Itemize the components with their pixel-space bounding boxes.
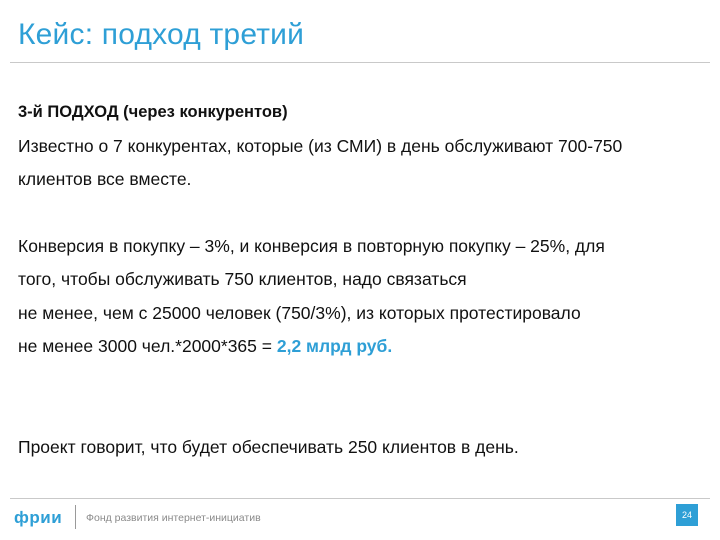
fund-name: Фонд развития интернет-инициатив xyxy=(86,512,261,524)
paragraph-2-line-1: Конверсия в покупку – 3%, и конверсия в повторную покупку – 25%, для xyxy=(18,235,605,256)
formula-text: не менее 3000 чел.*2000*365 = xyxy=(18,336,277,356)
paragraph-1-line-2: клиентов все вместе. xyxy=(18,169,192,189)
formula-result: 2,2 млрд руб. xyxy=(276,336,393,356)
spacer xyxy=(18,364,708,431)
paragraph-1-line-1: Известно о 7 конкурентах, которые (из СМИ) в день обслуживают 700-750 xyxy=(18,135,623,156)
spacer xyxy=(18,197,708,230)
paragraph-2-line-2: того, чтобы обслуживать 750 клиентов, надо связаться xyxy=(18,269,467,289)
logo-separator xyxy=(75,505,76,529)
page-number-badge: 24 xyxy=(676,504,698,526)
formula-line xyxy=(18,330,708,364)
slide-body xyxy=(18,96,708,464)
paragraph-3: Проект говорит, что будет обеспечивать 250 клиентов в день. xyxy=(18,436,519,457)
slide-title: Кейс: подход третий xyxy=(18,18,305,51)
frii-logo: фрии xyxy=(14,508,63,527)
footer-divider xyxy=(10,498,710,499)
paragraph-2-line-3: не менее, чем с 25000 человек (750/3%), из которых протестировало xyxy=(18,302,581,323)
approach-heading: 3-й ПОДХОД (через конкурентов) xyxy=(18,103,288,121)
title-divider xyxy=(10,62,710,63)
